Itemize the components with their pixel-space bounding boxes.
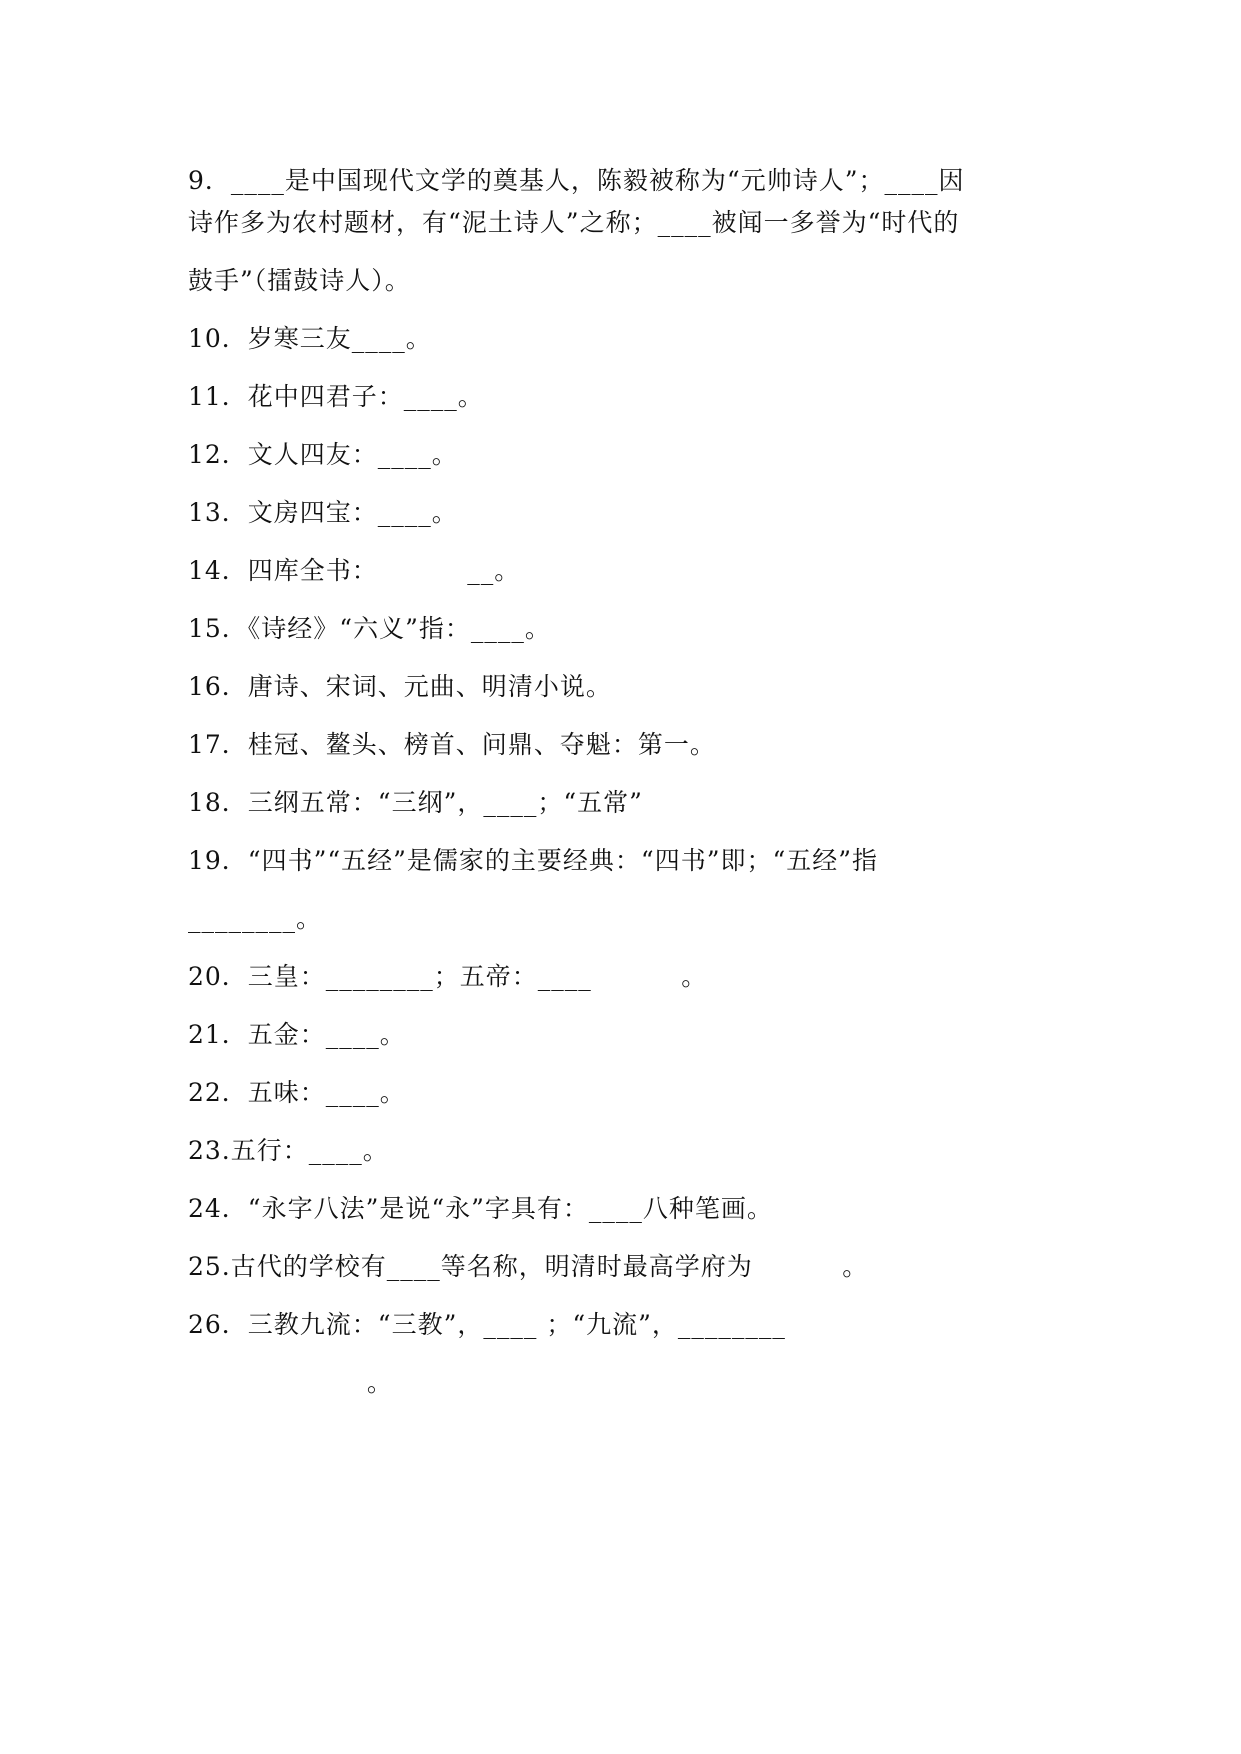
question-11: 11．花中四君子：____。 (188, 382, 484, 411)
question-26-line-1: 26．三教九流：“三教”，____ ；“九流”，________ (188, 1310, 786, 1339)
question-25: 25.古代的学校有____等名称，明清时最高学府为 。 (188, 1252, 869, 1281)
question-10: 10．岁寒三友____。 (188, 324, 432, 353)
question-21: 21．五金：____。 (188, 1020, 406, 1049)
question-9-line-2: 诗作多为农村题材，有“泥土诗人”之称；____被闻一多誉为“时代的 (188, 208, 960, 237)
question-9-line-1: 9．____是中国现代文学的奠基人，陈毅被称为“元帅诗人”；____因 (188, 166, 965, 195)
question-20: 20．三皇：________；五帝：____ 。 (188, 962, 708, 991)
question-19-line-2: ________。 (188, 904, 323, 933)
question-22: 22．五味：____。 (188, 1078, 406, 1107)
question-26-line-2: 。 (188, 1368, 393, 1397)
question-18: 18．三纲五常：“三纲”，____；“五常” (188, 788, 643, 817)
question-9-line-3: 鼓手”（擂鼓诗人）。 (188, 266, 411, 295)
question-16: 16．唐诗、宋词、元曲、明清小说。 (188, 672, 612, 701)
question-14: 14．四库全书： __。 (188, 556, 521, 585)
question-12: 12．文人四友：____。 (188, 440, 458, 469)
question-15: 15．《诗经》“六义”指：____。 (188, 614, 551, 643)
question-23: 23.五行：____。 (188, 1136, 389, 1165)
question-19-line-1: 19．“四书”“五经”是儒家的主要经典：“四书”即；“五经”指 (188, 846, 879, 875)
question-13: 13．文房四宝：____。 (188, 498, 458, 527)
question-24: 24．“永字八法”是说“永”字具有：____八种笔画。 (188, 1194, 773, 1223)
question-17: 17．桂冠、鳌头、榜首、问鼎、夺魁：第一。 (188, 730, 716, 759)
